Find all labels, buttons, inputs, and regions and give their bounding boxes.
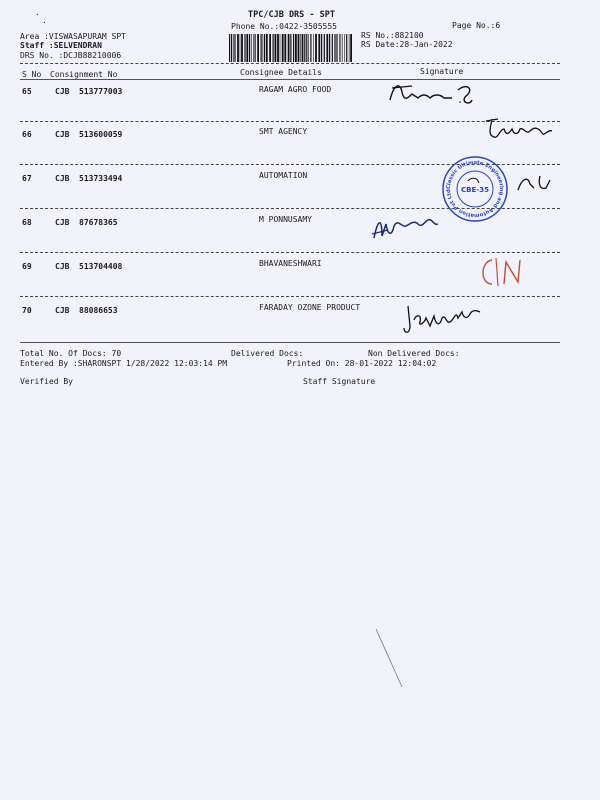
row-consignment-prefix: CJB (55, 174, 70, 183)
row-consignment-prefix: CJB (55, 262, 70, 271)
table-end-divider (20, 342, 560, 343)
row-consignment-prefix: CJB (55, 87, 70, 96)
handwritten-cn-mark (474, 252, 534, 292)
column-header-consignment: Consignment No (50, 70, 118, 79)
verified-by: Verified By (20, 377, 73, 386)
row-sno: 68 (22, 218, 32, 227)
document-title: TPC/CJB DRS - SPT (248, 10, 335, 20)
row-consignment-prefix: CJB (55, 306, 70, 315)
row-sno: 65 (22, 87, 32, 96)
scan-speck: · (35, 10, 40, 19)
header-divider (20, 63, 560, 64)
row-consignment-prefix: CJB (55, 218, 70, 227)
row-consignee: BHAVANESHWARI (259, 259, 322, 268)
column-header-sno: S No (22, 70, 42, 79)
stray-pen-mark (372, 625, 412, 695)
svg-text:Classic Ultimate Engineering a: Classic Ultimate Engineering and Automation Pvt Ltd (445, 159, 505, 219)
entered-by: Entered By :SHARONSPT 1/28/2022 12:03:14 PM (20, 359, 228, 368)
svg-text:CBE-35: CBE-35 (461, 186, 489, 194)
row-consignee: M PONNUSAMY (259, 215, 312, 224)
handwritten-mark-row-67 (512, 170, 556, 198)
delivered-docs: Delivered Docs: (231, 349, 304, 358)
total-docs: Total No. Of Docs: 70 (20, 349, 122, 358)
rs-date: RS Date:28-Jan-2022 (361, 40, 453, 49)
row-consignee: SMT AGENCY (259, 127, 308, 136)
row-consignment-number: 513733494 (79, 174, 123, 183)
phone-number: Phone No.:0422-3505555 (231, 22, 337, 31)
handwritten-signature-row-70 (400, 296, 490, 340)
area-field: Area :VISWASAPURAM SPT (20, 32, 126, 41)
row-sno: 66 (22, 130, 32, 139)
staff-field: Staff :SELVENDRAN (20, 41, 102, 50)
handwritten-signature-row-65 (382, 80, 482, 112)
staff-signature-label: Staff Signature (303, 377, 376, 386)
row-sno: 70 (22, 306, 32, 315)
rs-number: RS No.:882100 (361, 31, 424, 40)
row-divider (20, 121, 560, 122)
handwritten-signature-row-66 (480, 115, 560, 143)
row-sno: 69 (22, 262, 32, 271)
row-consignment-prefix: CJB (55, 130, 70, 139)
row-consignment-number: 513600059 (79, 130, 123, 139)
row-consignment-number: 87678365 (79, 218, 118, 227)
row-consignee: FARADAY OZONE PRODUCT (259, 303, 361, 312)
column-header-consignee: Consignee Details (240, 68, 322, 77)
row-sno: 67 (22, 174, 32, 183)
drs-number: DRS No. :DCJB88210006 (20, 51, 122, 60)
row-consignee: AUTOMATION (259, 171, 308, 180)
barcode-image (228, 34, 353, 62)
row-consignment-number: 513777003 (79, 87, 123, 96)
page-number: Page No.:6 (452, 21, 501, 30)
scan-speck: · (42, 18, 47, 27)
column-header-signature: Signature (420, 67, 464, 76)
printed-on: Printed On: 28-01-2022 12:04:02 (287, 359, 437, 368)
company-stamp-seal (441, 155, 509, 223)
row-consignee: RAGAM AGRO FOOD (259, 85, 332, 94)
row-consignment-number: 88086653 (79, 306, 118, 315)
non-delivered-docs: Non Delivered Docs: (368, 349, 460, 358)
handwritten-signature-row-68 (368, 208, 448, 248)
row-consignment-number: 513704408 (79, 262, 123, 271)
